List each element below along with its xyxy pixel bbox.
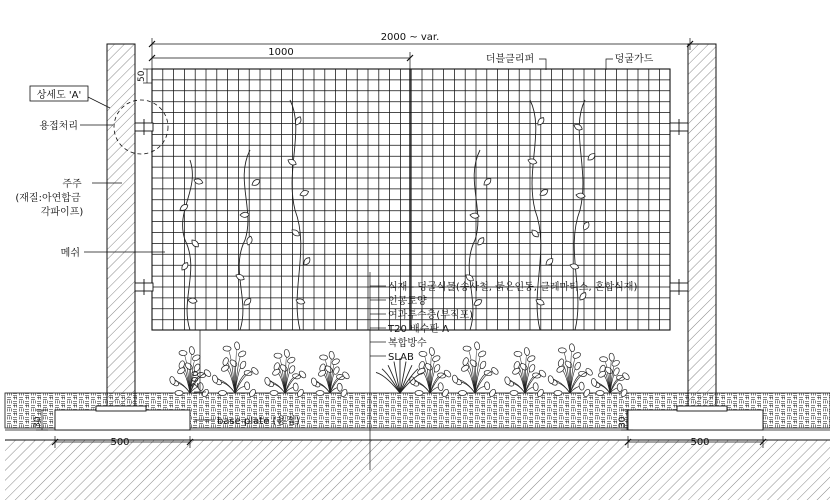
base-plate-left bbox=[96, 406, 146, 411]
label-weld: 용접처리 bbox=[39, 121, 78, 132]
shrub-leaf bbox=[572, 351, 581, 359]
vine-leaf bbox=[581, 221, 591, 231]
vine-leaf bbox=[179, 204, 189, 212]
shrub-leaf bbox=[237, 350, 246, 358]
shrub-leaf bbox=[554, 391, 562, 396]
label-post-line1: 주주 bbox=[62, 179, 82, 190]
shrub-leaf bbox=[234, 341, 240, 350]
dim-footing-height-right: 30 bbox=[618, 416, 628, 428]
vine-leaf bbox=[476, 236, 486, 246]
ground-shrubs bbox=[169, 341, 631, 397]
footing-left bbox=[55, 410, 190, 430]
slab-hatch bbox=[5, 440, 830, 500]
shrub-leaf bbox=[533, 382, 539, 390]
vine-leaf bbox=[473, 299, 483, 307]
shrub-leaf bbox=[179, 350, 187, 356]
dim-top-gap: 50 bbox=[137, 70, 147, 82]
shrub-leaf bbox=[617, 383, 623, 391]
layer-label-slab: SLAB bbox=[388, 352, 414, 363]
shrub-leaf bbox=[328, 351, 334, 360]
shrub-leaf bbox=[319, 355, 327, 361]
dim-footing-height-left: 30 bbox=[33, 416, 43, 428]
shrub-leaf bbox=[316, 391, 324, 396]
shrub-leaf bbox=[175, 391, 183, 396]
dim-panel-width: 1000 bbox=[268, 47, 294, 58]
vine-leaf bbox=[569, 262, 579, 271]
shrub-leaf bbox=[469, 359, 478, 368]
shrub-leaf bbox=[332, 366, 340, 375]
shrub-leaf bbox=[564, 360, 573, 369]
shrub-leaf bbox=[474, 341, 480, 350]
label-mesh: 메쉬 bbox=[60, 248, 80, 259]
shrub-leaf bbox=[270, 391, 278, 396]
label-post-line2: (재질:아연합금 bbox=[15, 193, 81, 204]
shrub-leaf bbox=[419, 351, 427, 357]
dim-total-width: 2000 ~ var. bbox=[380, 32, 440, 43]
shrub-leaf bbox=[222, 357, 230, 366]
post-right bbox=[688, 44, 716, 410]
label-double-clipper: 더블클리퍼 bbox=[485, 54, 535, 65]
shrub-leaf bbox=[311, 377, 318, 386]
base-plate-right bbox=[677, 406, 727, 411]
label-base-plate: base plate (용접) bbox=[217, 416, 300, 427]
dim-footing-width-right: 500 bbox=[690, 437, 710, 448]
shrub-leaf bbox=[459, 391, 467, 396]
grass-blade bbox=[388, 365, 400, 393]
shrub-leaf bbox=[219, 391, 227, 396]
layer-label-planting: 식재 - 덩굴식물(송사철, 붉은인동, 클레마티스, 혼합식재) bbox=[388, 282, 638, 293]
vine-leaf bbox=[539, 189, 549, 197]
dim-footing-width-left: 500 bbox=[110, 437, 130, 448]
vine-leaf bbox=[299, 190, 309, 197]
shrub-leaf bbox=[284, 349, 290, 358]
shrub-leaf bbox=[599, 356, 607, 362]
shrub-leaf bbox=[484, 382, 490, 390]
layer-label-drain-board: T20 배수판 A bbox=[388, 324, 450, 335]
vine-leaf bbox=[527, 157, 537, 166]
layer-callout-lines bbox=[370, 286, 386, 356]
shrub-leaf bbox=[192, 354, 201, 362]
vine-leaf bbox=[536, 116, 546, 126]
shrub-leaf bbox=[429, 347, 435, 356]
shrub-leaf bbox=[547, 375, 554, 384]
shrub-leaf bbox=[596, 391, 604, 396]
vine-leaf bbox=[251, 179, 261, 187]
label-post-line3: 각파이프) bbox=[40, 207, 84, 218]
shrub-leaf bbox=[510, 391, 518, 396]
shrub-leaf bbox=[229, 359, 238, 368]
vine-leaf bbox=[242, 297, 252, 306]
shrub-leaf bbox=[212, 375, 219, 384]
shrub-leaf bbox=[527, 355, 536, 363]
shrub-leaf bbox=[558, 348, 566, 354]
shrub-leaf bbox=[477, 350, 486, 358]
shrub-leaf bbox=[189, 346, 195, 355]
shrub-leaf bbox=[569, 343, 575, 352]
shrub-leaf bbox=[432, 355, 441, 363]
dim-plant-height: 200 bbox=[191, 370, 201, 388]
post-left bbox=[107, 44, 135, 410]
shrub-leaf bbox=[591, 378, 598, 387]
shrub-leaf bbox=[169, 376, 176, 385]
layer-label-waterproof: 복합방수 bbox=[388, 338, 427, 349]
vine-leaf bbox=[482, 177, 492, 186]
shrub-leaf bbox=[415, 391, 423, 396]
shrub-leaf bbox=[463, 346, 471, 352]
layer-label-filter: 여과투수층(부직포) bbox=[388, 310, 474, 321]
shrub-leaf bbox=[274, 353, 282, 359]
shrub-leaf bbox=[504, 376, 511, 385]
footing-right bbox=[628, 410, 763, 430]
shrub-leaf bbox=[337, 383, 343, 391]
vine-leaf bbox=[180, 261, 190, 271]
shrub-leaf bbox=[438, 382, 444, 390]
shrub-leaf bbox=[264, 377, 271, 386]
shrub-leaf bbox=[452, 375, 459, 384]
shrub-leaf bbox=[608, 353, 614, 362]
shrub-leaf bbox=[524, 347, 530, 356]
layer-label-soil: 인공토양 bbox=[388, 296, 427, 307]
shrub-leaf bbox=[293, 383, 299, 391]
label-detail-a: 상세도 'A' bbox=[36, 90, 82, 101]
label-vine-guard: 덩굴가드 bbox=[614, 54, 654, 65]
vine-leaf bbox=[531, 228, 540, 238]
shrub-leaf bbox=[244, 382, 250, 390]
shrub-leaf bbox=[462, 357, 470, 366]
shrub-leaf bbox=[514, 351, 522, 357]
vine-leaf bbox=[535, 297, 545, 307]
shrub-leaf bbox=[223, 346, 231, 352]
shrub-leaf bbox=[579, 382, 585, 390]
